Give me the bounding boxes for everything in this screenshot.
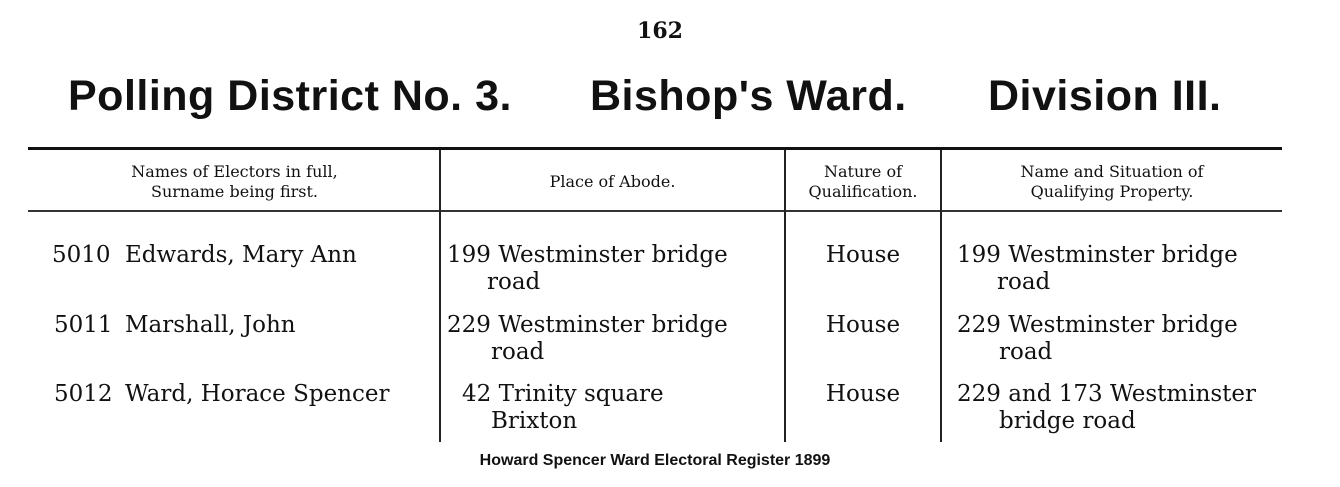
abode-line: 229 Westminster bridge bbox=[447, 312, 728, 338]
abode-line: road bbox=[487, 269, 541, 295]
elector-name: Edwards, Mary Ann bbox=[125, 242, 357, 268]
division-title: Division III. bbox=[988, 72, 1222, 120]
column-header-line: Surname being first. bbox=[151, 182, 318, 201]
abode-line: 42 Trinity square bbox=[462, 381, 664, 407]
elector-number: 5012 bbox=[54, 381, 113, 407]
abode-line: Brixton bbox=[491, 408, 578, 434]
column-header-line: Qualification. bbox=[808, 182, 918, 201]
qualification: House bbox=[825, 312, 901, 338]
property-line: road bbox=[999, 339, 1053, 365]
elector-number: 5011 bbox=[54, 312, 113, 338]
page-number: 162 bbox=[637, 18, 683, 44]
ward-title: Bishop's Ward. bbox=[590, 72, 907, 120]
column-header-line: Qualifying Property. bbox=[1030, 182, 1194, 201]
image-caption: Howard Spencer Ward Electoral Register 1899 bbox=[479, 452, 831, 469]
qualification: House bbox=[825, 381, 901, 407]
property-line: 199 Westminster bridge bbox=[957, 242, 1238, 268]
register-heading bbox=[68, 72, 1248, 128]
top-rule bbox=[28, 147, 1282, 150]
column-header-line: Names of Electors in full, bbox=[131, 162, 338, 181]
column-header-abode bbox=[441, 157, 784, 207]
column-header-qualification bbox=[786, 157, 940, 207]
column-header-names bbox=[30, 157, 439, 207]
elector-number: 5010 bbox=[52, 242, 111, 268]
abode-line: 199 Westminster bridge bbox=[447, 242, 728, 268]
elector-name: Marshall, John bbox=[125, 312, 296, 338]
column-header-line: Nature of bbox=[823, 162, 903, 181]
polling-district-title: Polling District No. 3. bbox=[68, 72, 512, 120]
property-line: 229 Westminster bridge bbox=[957, 312, 1238, 338]
property-line: road bbox=[997, 269, 1051, 295]
elector-name: Ward, Horace Spencer bbox=[125, 381, 390, 407]
qualification: House bbox=[825, 242, 901, 268]
property-line: 229 and 173 Westminster bbox=[957, 381, 1257, 407]
abode-line: road bbox=[491, 339, 545, 365]
column-header-line: Place of Abode. bbox=[549, 172, 676, 191]
column-header-line: Name and Situation of bbox=[1020, 162, 1204, 181]
header-rule bbox=[28, 210, 1282, 212]
column-header-property bbox=[942, 157, 1282, 207]
property-line: bridge road bbox=[999, 408, 1136, 434]
